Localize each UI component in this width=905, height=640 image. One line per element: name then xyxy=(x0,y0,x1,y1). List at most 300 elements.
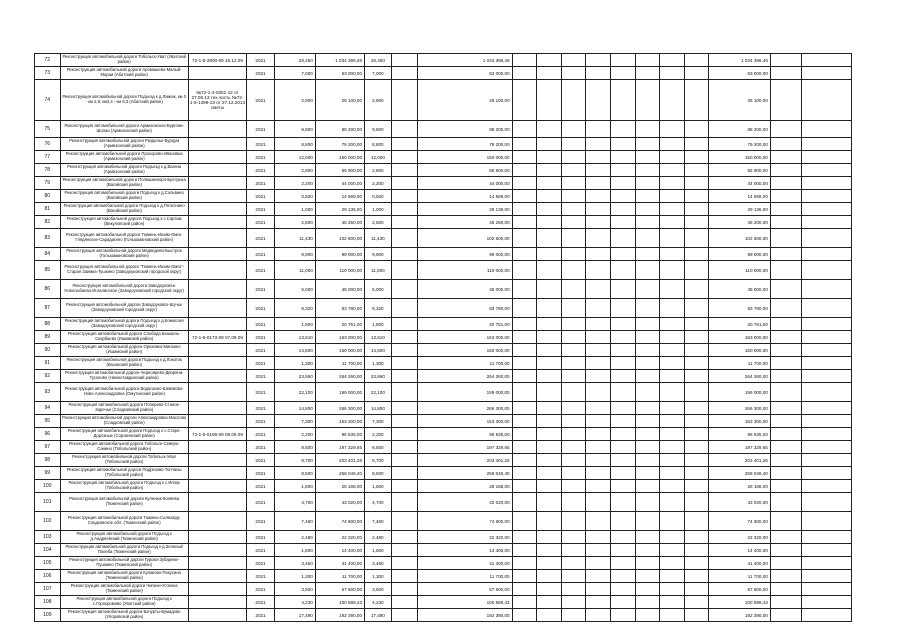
empty-cell xyxy=(660,248,685,261)
empty-cell xyxy=(512,596,537,609)
length-repeat-cell: 2,800 xyxy=(365,164,392,177)
empty-cell xyxy=(537,570,562,583)
total-cell: 57 600,00 xyxy=(709,583,771,596)
empty-cell xyxy=(512,570,537,583)
empty-cell xyxy=(391,164,418,177)
expertise-doc-cell xyxy=(188,493,246,512)
empty-cell xyxy=(537,357,562,370)
empty-cell xyxy=(586,164,611,177)
row-number-cell: 88 xyxy=(35,318,61,331)
length-repeat-cell: 2,200 xyxy=(365,428,392,441)
empty-cell xyxy=(660,357,685,370)
empty-cell xyxy=(770,454,801,467)
table-row xyxy=(35,557,852,570)
year-cell: 2021 xyxy=(247,609,275,622)
empty-cell xyxy=(611,596,636,609)
empty-cell xyxy=(635,261,660,280)
year-cell: 2021 xyxy=(247,67,275,80)
empty-cell xyxy=(660,596,685,609)
empty-cell xyxy=(770,280,801,299)
empty-cell xyxy=(770,557,801,570)
table-row xyxy=(35,177,852,190)
length-repeat-cell: 1,300 xyxy=(365,357,392,370)
total-cell: 43 020,00 xyxy=(709,493,771,512)
funding-cell: 11 700,00 xyxy=(418,570,512,583)
funding-cell: 57 600,00 xyxy=(418,583,512,596)
empty-cell xyxy=(611,544,636,557)
empty-cell xyxy=(660,331,685,344)
empty-cell xyxy=(770,216,801,229)
table-row xyxy=(35,164,852,177)
empty-cell xyxy=(660,164,685,177)
road-name-cell: Реконструкция автомобильной дороги Подъезд к д.Комиссия (Заводоуковский городской округ) xyxy=(60,318,188,331)
road-name-cell: Реконструкция автомобильной дороги Ореховко-Минзино (Ишимский район) xyxy=(60,344,188,357)
empty-cell xyxy=(635,609,660,622)
table-row xyxy=(35,480,852,493)
empty-cell xyxy=(635,383,660,402)
cost-cell: 197 329,65 xyxy=(315,441,364,454)
empty-cell xyxy=(660,54,685,67)
road-name-cell: Реконструкция автомобильной дороги Аромашево-Малый-Мараи (Абатский район) xyxy=(60,67,188,80)
empty-cell xyxy=(561,318,586,331)
empty-cell xyxy=(391,67,418,80)
empty-cell xyxy=(586,454,611,467)
cost-cell: 96 535,00 xyxy=(315,428,364,441)
empty-cell xyxy=(684,454,709,467)
road-name-cell: Реконструкция автомобильной дороги Заводоуковск-Новолыбаево-Ингалинское (Заводоуковский городской округ) xyxy=(60,280,188,299)
row-number-cell: 101 xyxy=(35,493,61,512)
length-repeat-cell: 11,430 xyxy=(365,229,392,248)
empty-cell xyxy=(801,480,851,493)
row-number-cell: 76 xyxy=(35,138,61,151)
total-cell: 45 000,00 xyxy=(709,280,771,299)
empty-cell xyxy=(635,441,660,454)
empty-cell xyxy=(512,370,537,383)
empty-cell xyxy=(801,280,851,299)
empty-cell xyxy=(537,121,562,138)
empty-cell xyxy=(660,609,685,622)
cost-cell: 28 168,00 xyxy=(315,480,364,493)
road-name-cell: Реконструкция автомобильной дороги Подрезово-Топчаны (Тобольский район) xyxy=(60,467,188,480)
empty-cell xyxy=(635,299,660,318)
empty-cell xyxy=(611,402,636,415)
funding-cell: 20 751,00 xyxy=(418,318,512,331)
row-number-cell: 97 xyxy=(35,441,61,454)
empty-cell xyxy=(561,203,586,216)
empty-cell xyxy=(801,596,851,609)
empty-cell xyxy=(391,331,418,344)
length-repeat-cell: 8,800 xyxy=(365,138,392,151)
table-row xyxy=(35,583,852,596)
empty-cell xyxy=(611,299,636,318)
funding-cell: 63 000,00 xyxy=(418,67,512,80)
length-cell: 3,450 xyxy=(274,557,315,570)
empty-cell xyxy=(801,512,851,531)
row-number-cell: 87 xyxy=(35,299,61,318)
empty-cell xyxy=(684,370,709,383)
empty-cell xyxy=(537,80,562,121)
funding-cell: 79 200,00 xyxy=(418,138,512,151)
road-name-cell: Реконструкция автомобильной дороги Гурово-Зубареве-Пушкино (Тюменский район) xyxy=(60,557,188,570)
empty-cell xyxy=(561,583,586,596)
empty-cell xyxy=(660,402,685,415)
empty-cell xyxy=(586,203,611,216)
empty-cell xyxy=(586,493,611,512)
empty-cell xyxy=(660,415,685,428)
length-cell: 12,000 xyxy=(274,151,315,164)
year-cell: 2021 xyxy=(247,415,275,428)
length-cell: 11,000 xyxy=(274,261,315,280)
empty-cell xyxy=(801,138,851,151)
empty-cell xyxy=(512,54,537,67)
empty-cell xyxy=(561,229,586,248)
row-number-cell: 99 xyxy=(35,467,61,480)
total-cell: 110 000,00 xyxy=(709,261,771,280)
table-row xyxy=(35,544,852,557)
length-repeat-cell: 3,920 xyxy=(365,583,392,596)
row-number-cell: 95 xyxy=(35,415,61,428)
empty-cell xyxy=(660,467,685,480)
empty-cell xyxy=(770,428,801,441)
year-cell: 2021 xyxy=(247,121,275,138)
empty-cell xyxy=(537,280,562,299)
empty-cell xyxy=(611,531,636,544)
empty-cell xyxy=(512,138,537,151)
empty-cell xyxy=(635,454,660,467)
roads-reconstruction-table xyxy=(34,53,852,622)
funding-cell: 197 329,65 xyxy=(418,441,512,454)
empty-cell xyxy=(684,121,709,138)
funding-cell: 192 390,00 xyxy=(418,609,512,622)
empty-cell xyxy=(684,151,709,164)
empty-cell xyxy=(660,570,685,583)
length-cell: 1,300 xyxy=(274,357,315,370)
empty-cell xyxy=(586,512,611,531)
empty-cell xyxy=(801,357,851,370)
empty-cell xyxy=(537,441,562,454)
empty-cell xyxy=(512,583,537,596)
empty-cell xyxy=(561,164,586,177)
empty-cell xyxy=(391,229,418,248)
empty-cell xyxy=(635,318,660,331)
empty-cell xyxy=(801,531,851,544)
empty-cell xyxy=(512,357,537,370)
empty-cell xyxy=(586,121,611,138)
empty-cell xyxy=(537,318,562,331)
empty-cell xyxy=(391,299,418,318)
empty-cell xyxy=(611,318,636,331)
table-row xyxy=(35,531,852,544)
empty-cell xyxy=(684,493,709,512)
empty-cell xyxy=(561,480,586,493)
table-body xyxy=(35,54,852,622)
total-cell: 63 000,00 xyxy=(709,67,771,80)
empty-cell xyxy=(801,54,851,67)
length-repeat-cell: 1,600 xyxy=(365,544,392,557)
expertise-doc-cell xyxy=(188,583,246,596)
empty-cell xyxy=(512,331,537,344)
empty-cell xyxy=(512,609,537,622)
empty-cell xyxy=(770,609,801,622)
empty-cell xyxy=(561,67,586,80)
cost-cell: 153 300,00 xyxy=(315,415,364,428)
expertise-doc-cell xyxy=(188,203,246,216)
funding-cell: 96 535,00 xyxy=(418,428,512,441)
empty-cell xyxy=(635,357,660,370)
empty-cell xyxy=(611,177,636,190)
expertise-doc-cell xyxy=(188,190,246,203)
empty-cell xyxy=(561,415,586,428)
empty-cell xyxy=(512,261,537,280)
empty-cell xyxy=(586,402,611,415)
length-cell: 2,500 xyxy=(274,216,315,229)
empty-cell xyxy=(586,299,611,318)
empty-cell xyxy=(660,203,685,216)
table-row xyxy=(35,138,852,151)
empty-cell xyxy=(537,512,562,531)
cost-cell: 258 046,40 xyxy=(315,467,364,480)
empty-cell xyxy=(684,583,709,596)
empty-cell xyxy=(561,454,586,467)
year-cell: 2021 xyxy=(247,596,275,609)
empty-cell xyxy=(635,138,660,151)
table-row xyxy=(35,54,852,67)
empty-cell xyxy=(537,248,562,261)
empty-cell xyxy=(537,454,562,467)
empty-cell xyxy=(512,402,537,415)
empty-cell xyxy=(635,596,660,609)
length-repeat-cell: 1,000 xyxy=(365,203,392,216)
empty-cell xyxy=(537,493,562,512)
empty-cell xyxy=(391,467,418,480)
length-cell: 9,800 xyxy=(274,121,315,138)
cost-cell: 44 000,00 xyxy=(315,177,364,190)
empty-cell xyxy=(512,151,537,164)
total-cell: 99 000,00 xyxy=(709,248,771,261)
empty-cell xyxy=(537,402,562,415)
empty-cell xyxy=(561,428,586,441)
empty-cell xyxy=(635,480,660,493)
empty-cell xyxy=(770,80,801,121)
total-cell: 14 400,00 xyxy=(709,544,771,557)
empty-cell xyxy=(561,402,586,415)
expertise-doc-cell xyxy=(188,570,246,583)
empty-cell xyxy=(561,557,586,570)
table-row xyxy=(35,512,852,531)
empty-cell xyxy=(635,512,660,531)
empty-cell xyxy=(635,121,660,138)
road-name-cell: Реконструкция автомобильной дороги Медведево-Быстрое (Голышмановский район) xyxy=(60,248,188,261)
year-cell: 2021 xyxy=(247,493,275,512)
total-cell: 45 200,00 xyxy=(709,216,771,229)
empty-cell xyxy=(660,454,685,467)
expertise-doc-cell xyxy=(188,544,246,557)
empty-cell xyxy=(660,370,685,383)
empty-cell xyxy=(512,216,537,229)
year-cell: 2021 xyxy=(247,190,275,203)
empty-cell xyxy=(770,480,801,493)
cost-cell: 163 000,00 xyxy=(315,331,364,344)
road-name-cell: Реконструкция автомобильной дороги Куленюк-Коняева (Тюменский район) xyxy=(60,493,188,512)
total-cell: 96 535,00 xyxy=(709,428,771,441)
expertise-doc-cell xyxy=(188,177,246,190)
report-sheet xyxy=(34,53,852,622)
empty-cell xyxy=(684,80,709,121)
row-number-cell: 103 xyxy=(35,531,61,544)
table-row xyxy=(35,80,852,121)
expertise-doc-cell: 72-1-5-0173-09 07.09.09 xyxy=(188,331,246,344)
empty-cell xyxy=(801,177,851,190)
empty-cell xyxy=(801,164,851,177)
table-row xyxy=(35,229,852,248)
empty-cell xyxy=(561,280,586,299)
empty-cell xyxy=(611,583,636,596)
cost-cell: 203 401,26 xyxy=(315,454,364,467)
total-cell: 266 300,00 xyxy=(709,402,771,415)
empty-cell xyxy=(770,177,801,190)
funding-cell: 99 000,00 xyxy=(418,248,512,261)
cost-cell: 14 569,00 xyxy=(315,190,364,203)
expertise-doc-cell xyxy=(188,138,246,151)
empty-cell xyxy=(537,138,562,151)
empty-cell xyxy=(611,344,636,357)
empty-cell xyxy=(561,570,586,583)
total-cell: 100 589,43 xyxy=(709,596,771,609)
empty-cell xyxy=(684,164,709,177)
expertise-doc-cell xyxy=(188,480,246,493)
empty-cell xyxy=(586,531,611,544)
road-name-cell: Реконструкция автомобильной дороги Тюмень-Салехард-Сладковское обл. (Тюменский район) xyxy=(60,512,188,531)
empty-cell xyxy=(660,318,685,331)
empty-cell xyxy=(611,229,636,248)
empty-cell xyxy=(512,544,537,557)
length-cell: 2,900 xyxy=(274,80,315,121)
length-cell: 1,000 xyxy=(274,203,315,216)
road-name-cell: Реконструкция автомобильной дороги Слобода Бешкиль-Скорбаево (Ишимский район) xyxy=(60,331,188,344)
expertise-doc-cell xyxy=(188,151,246,164)
empty-cell xyxy=(391,415,418,428)
empty-cell xyxy=(611,261,636,280)
length-cell: 2,800 xyxy=(274,164,315,177)
empty-cell xyxy=(611,441,636,454)
empty-cell xyxy=(611,80,636,121)
year-cell: 2021 xyxy=(247,383,275,402)
road-name-cell: Реконструкция автомобильной дороги Тобольск-Северо-Санино (Тобольский район) xyxy=(60,441,188,454)
empty-cell xyxy=(561,544,586,557)
empty-cell xyxy=(561,331,586,344)
empty-cell xyxy=(801,229,851,248)
total-cell: 88 200,00 xyxy=(709,121,771,138)
empty-cell xyxy=(660,344,685,357)
empty-cell xyxy=(801,318,851,331)
empty-cell xyxy=(391,493,418,512)
length-cell: 8,500 xyxy=(274,441,315,454)
road-name-cell: Реконструкция автомобильной дороги Александровка-Маслово (Сладковский район) xyxy=(60,415,188,428)
road-name-cell: Реконструкция автомобильной дороги Поперево-Станок-Заречье (Сладковский район) xyxy=(60,402,188,415)
year-cell: 2021 xyxy=(247,331,275,344)
empty-cell xyxy=(770,467,801,480)
empty-cell xyxy=(770,570,801,583)
length-cell: 14,500 xyxy=(274,344,315,357)
row-number-cell: 75 xyxy=(35,121,61,138)
empty-cell xyxy=(635,80,660,121)
empty-cell xyxy=(801,370,851,383)
row-number-cell: 93 xyxy=(35,383,61,402)
empty-cell xyxy=(561,383,586,402)
funding-cell: 22 320,00 xyxy=(418,531,512,544)
empty-cell xyxy=(770,229,801,248)
empty-cell xyxy=(561,370,586,383)
road-name-cell: Реконструкция автомобильной дороги Подъезд к д.Вагина (Армизонский район) xyxy=(60,164,188,177)
empty-cell xyxy=(586,216,611,229)
empty-cell xyxy=(586,248,611,261)
cost-cell: 83 780,00 xyxy=(315,299,364,318)
empty-cell xyxy=(611,570,636,583)
empty-cell xyxy=(586,80,611,121)
cost-cell: 43 020,00 xyxy=(315,493,364,512)
road-name-cell: Реконструкция автомобильной дороги Водолазно-Шевяково-Ново-Александровка (Омутинский район) xyxy=(60,383,188,402)
row-number-cell: 80 xyxy=(35,190,61,203)
empty-cell xyxy=(391,54,418,67)
empty-cell xyxy=(660,531,685,544)
funding-cell: 55 900,00 xyxy=(418,164,512,177)
length-cell: 2,200 xyxy=(274,428,315,441)
total-cell: 29 136,00 xyxy=(709,203,771,216)
empty-cell xyxy=(611,331,636,344)
empty-cell xyxy=(611,151,636,164)
empty-cell xyxy=(635,583,660,596)
empty-cell xyxy=(801,609,851,622)
funding-cell: 14 569,00 xyxy=(418,190,512,203)
cost-cell: 22 320,00 xyxy=(315,531,364,544)
empty-cell xyxy=(660,216,685,229)
road-name-cell: Реконструкция автомобильной дороги Подъезд к с.Горохромово (Уватский район) xyxy=(60,596,188,609)
expertise-doc-cell: 72-1-5-2800-09 16.12.09 xyxy=(188,54,246,67)
empty-cell xyxy=(512,80,537,121)
empty-cell xyxy=(660,177,685,190)
empty-cell xyxy=(512,467,537,480)
funding-cell: 41 400,00 xyxy=(418,557,512,570)
empty-cell xyxy=(561,261,586,280)
length-repeat-cell: 14,800 xyxy=(365,402,392,415)
total-cell: 1 034 396,46 xyxy=(709,54,771,67)
length-cell: 13,610 xyxy=(274,331,315,344)
empty-cell xyxy=(684,544,709,557)
expertise-doc-cell xyxy=(188,596,246,609)
year-cell: 2021 xyxy=(247,80,275,121)
empty-cell xyxy=(586,67,611,80)
empty-cell xyxy=(391,344,418,357)
empty-cell xyxy=(391,177,418,190)
empty-cell xyxy=(770,299,801,318)
row-number-cell: 96 xyxy=(35,428,61,441)
expertise-doc-cell xyxy=(188,248,246,261)
empty-cell xyxy=(537,331,562,344)
funding-cell: 203 401,26 xyxy=(418,454,512,467)
funding-cell: 100 589,43 xyxy=(418,596,512,609)
empty-cell xyxy=(660,138,685,151)
expertise-doc-cell xyxy=(188,357,246,370)
row-number-cell: 102 xyxy=(35,512,61,531)
year-cell: 2021 xyxy=(247,216,275,229)
road-name-cell: Реконструкция автомобильной дороги Раздолье-Бурцум (Армизонский район) xyxy=(60,138,188,151)
empty-cell xyxy=(611,609,636,622)
empty-cell xyxy=(770,190,801,203)
length-repeat-cell: 1,800 xyxy=(365,318,392,331)
total-cell: 22 320,00 xyxy=(709,531,771,544)
empty-cell xyxy=(684,216,709,229)
empty-cell xyxy=(635,280,660,299)
